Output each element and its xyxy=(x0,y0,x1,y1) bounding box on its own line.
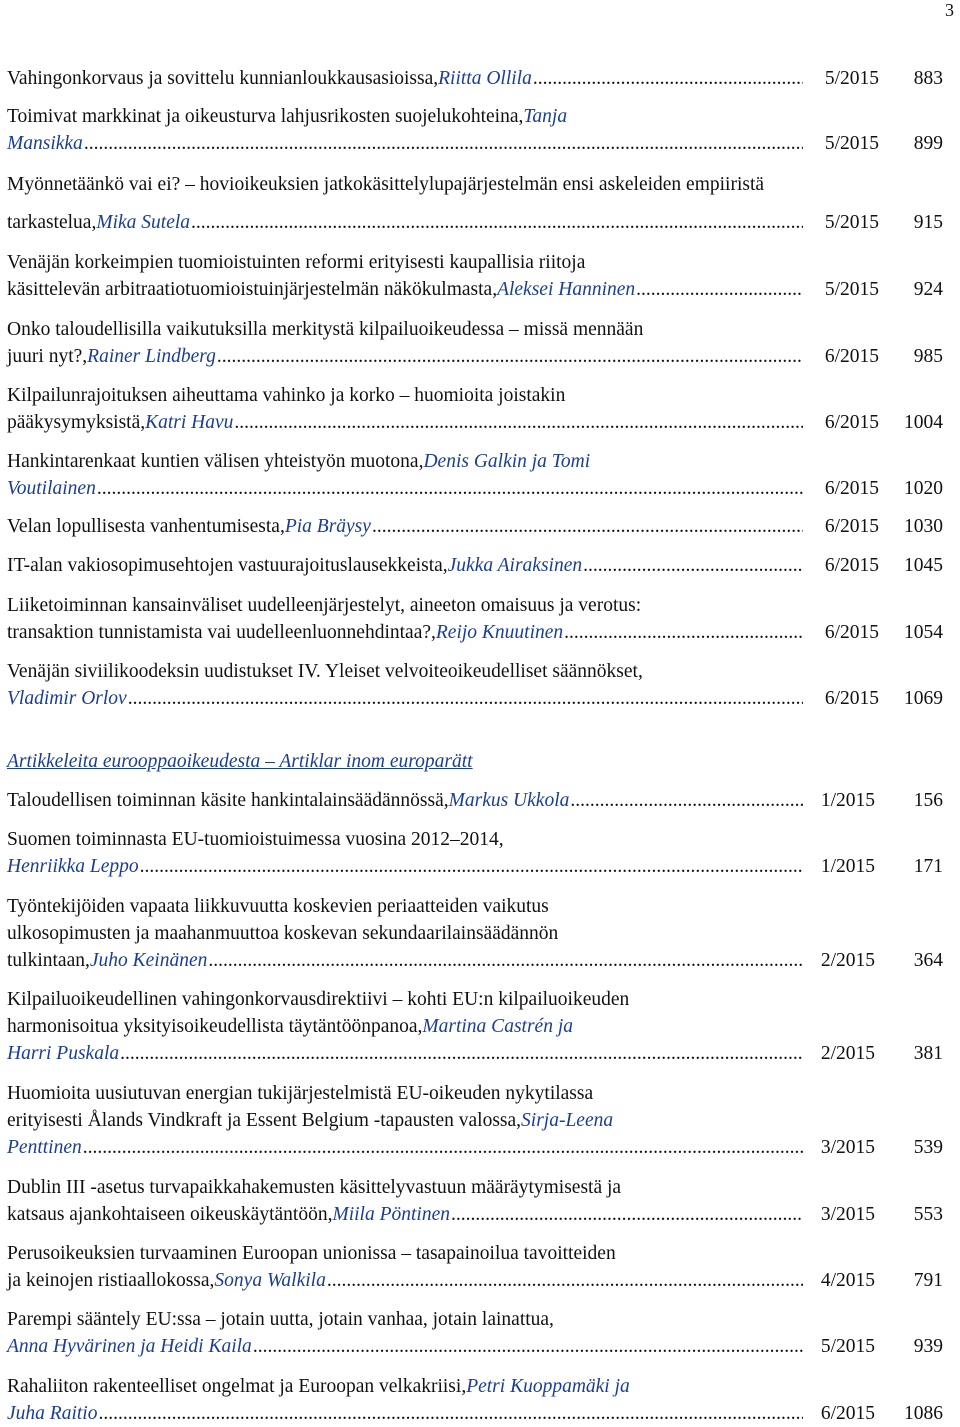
toc-entry xyxy=(7,103,943,157)
leader-dots xyxy=(140,853,803,880)
entry-author[interactable]: Harri Puskala xyxy=(7,1043,120,1064)
entry-author[interactable]: Rainer Lindberg xyxy=(87,346,216,367)
toc-entry xyxy=(7,787,943,814)
entry-issue: 5/2015 xyxy=(824,133,879,154)
entry-author[interactable]: Markus Ukkola xyxy=(448,790,570,811)
entry-issue: 2/2015 xyxy=(820,950,875,971)
entry-title: ja keinojen ristiaallokossa, xyxy=(7,1270,215,1291)
toc-entry xyxy=(7,592,943,646)
entry-issue: 5/2015 xyxy=(824,212,879,233)
leader-dots xyxy=(120,1040,803,1067)
entry-page: 364 xyxy=(913,950,943,971)
entry-page: 539 xyxy=(913,1137,943,1158)
entry-title: Liiketoiminnan kansainväliset uudelleenjärjestelyt, aineeton omaisuus ja verotus: xyxy=(7,595,642,616)
entry-author[interactable]: Aleksei Hanninen xyxy=(497,279,636,300)
entry-title: Taloudellisen toiminnan käsite hankintalainsäädännössä, xyxy=(7,790,449,811)
leader-dots xyxy=(570,787,803,814)
entry-title: katsaus ajankohtaiseen oikeuskäytäntöön, xyxy=(7,1204,333,1225)
entry-issue: 6/2015 xyxy=(824,688,879,709)
entry-issue: 3/2015 xyxy=(820,1204,875,1225)
entry-author[interactable]: Penttinen xyxy=(7,1137,82,1158)
leader-dots xyxy=(372,513,803,540)
entry-page: 553 xyxy=(913,1204,943,1225)
section-heading[interactable]: Artikkeleita eurooppaoikeudesta – Artiklar inom europarätt xyxy=(7,751,473,772)
entry-title: Perusoikeuksien turvaaminen Euroopan unionissa – tasapainoilua tavoitteiden xyxy=(7,1243,616,1264)
entry-page: 985 xyxy=(913,346,943,367)
leader-dots xyxy=(533,65,803,92)
entry-title: Hankintarenkaat kuntien välisen yhteistyön muotona, xyxy=(7,451,424,472)
entry-title: tulkintaan, xyxy=(7,950,90,971)
entry-title: Huomioita uusiutuvan energian tukijärjestelmistä EU-oikeuden nykytilassa xyxy=(7,1083,594,1104)
toc-entry xyxy=(7,1306,943,1360)
entry-title: Venäjän korkeimpien tuomioistuinten reformi erityisesti kaupallisia riitoja xyxy=(7,252,586,273)
entry-page: 939 xyxy=(913,1336,943,1357)
entry-page: 1045 xyxy=(904,555,943,576)
entry-author[interactable]: Anna Hyvärinen ja Heidi Kaila xyxy=(7,1336,252,1357)
entry-author[interactable]: Mansikka xyxy=(7,133,83,154)
entry-title: Velan lopullisesta vanhentumisesta, xyxy=(7,516,285,537)
entry-author[interactable]: Petri Kuoppamäki ja xyxy=(466,1376,630,1397)
entry-page: 915 xyxy=(913,212,943,233)
leader-dots xyxy=(83,1134,803,1161)
entry-author[interactable]: Katri Havu xyxy=(145,412,234,433)
leader-dots xyxy=(128,685,803,712)
entry-page: 883 xyxy=(913,68,943,89)
entry-title: IT-alan vakiosopimusehtojen vastuurajoituslausekkeista, xyxy=(7,555,448,576)
leader-dots xyxy=(327,1267,803,1294)
entry-author[interactable]: Reijo Knuutinen xyxy=(435,622,564,643)
leader-dots xyxy=(564,619,803,646)
entry-title: pääkysymyksistä, xyxy=(7,412,146,433)
entry-page: 156 xyxy=(913,790,943,811)
entry-author[interactable]: Juha Raitio xyxy=(7,1403,98,1424)
entry-page: 924 xyxy=(913,279,943,300)
toc-entry xyxy=(7,1373,943,1427)
entry-page: 171 xyxy=(913,856,943,877)
entry-title: Vahingonkorvaus ja sovittelu kunnianloukkausasioissa, xyxy=(7,68,439,89)
leader-dots xyxy=(97,475,803,502)
entry-page: 1086 xyxy=(904,1403,943,1424)
entry-issue: 6/2015 xyxy=(824,412,879,433)
entry-author[interactable]: Denis Galkin ja Tomi xyxy=(423,451,591,472)
entry-author[interactable]: Henriikka Leppo xyxy=(7,856,139,877)
entry-page: 1069 xyxy=(904,688,943,709)
entry-title: Myönnetäänkö vai ei? – hovioikeuksien jatkokäsittelylupajärjestelmän ensi askeleiden empiiristä xyxy=(7,174,765,195)
entry-page: 1020 xyxy=(904,478,943,499)
entry-title: Rahaliiton rakenteelliset ongelmat ja Euroopan velkakriisi, xyxy=(7,1376,467,1397)
entry-issue: 6/2015 xyxy=(820,1403,875,1424)
toc-entry xyxy=(7,382,943,436)
entry-issue: 6/2015 xyxy=(824,346,879,367)
toc-entry xyxy=(7,658,943,712)
toc-entry xyxy=(7,986,943,1067)
entry-issue: 5/2015 xyxy=(824,279,879,300)
entry-author[interactable]: Riitta Ollila xyxy=(438,68,532,89)
entry-page: 381 xyxy=(913,1043,943,1064)
entry-title: tarkastelua, xyxy=(7,212,97,233)
entry-issue: 1/2015 xyxy=(820,790,875,811)
leader-dots xyxy=(208,947,803,974)
entry-issue: 6/2015 xyxy=(824,622,879,643)
entry-page: 1030 xyxy=(904,516,943,537)
entry-title: Onko taloudellisilla vaikutuksilla merkitystä kilpailuoikeudessa – missä mennään xyxy=(7,319,644,340)
entry-page: 899 xyxy=(913,133,943,154)
leader-dots xyxy=(191,209,803,236)
leader-dots xyxy=(234,409,803,436)
toc-entry xyxy=(7,1174,943,1228)
entry-author[interactable]: Juho Keinänen xyxy=(89,950,208,971)
entry-page: 791 xyxy=(913,1270,943,1291)
entry-author[interactable]: Martina Castrén ja xyxy=(422,1016,573,1037)
leader-dots xyxy=(253,1333,803,1360)
entry-page: 1004 xyxy=(904,412,943,433)
entry-issue: 2/2015 xyxy=(820,1043,875,1064)
entry-title: käsittelevän arbitraatiotuomioistuinjärjestelmän näkökulmasta, xyxy=(7,279,498,300)
entry-issue: 3/2015 xyxy=(820,1137,875,1158)
toc-entry xyxy=(7,893,943,974)
entry-issue: 1/2015 xyxy=(820,856,875,877)
entry-title: Kilpailunrajoituksen aiheuttama vahinko ja korko – huomioita joistakin xyxy=(7,385,566,406)
leader-dots xyxy=(451,1201,803,1228)
leader-dots xyxy=(583,552,803,579)
entry-issue: 5/2015 xyxy=(820,1336,875,1357)
toc-entry xyxy=(7,552,943,579)
entry-issue: 6/2015 xyxy=(824,478,879,499)
entry-title: Parempi sääntely EU:ssa – jotain uutta, jotain vanhaa, jotain lainattua, xyxy=(7,1309,554,1330)
entry-title: transaktion tunnistamista vai uudelleenluonnehdintaa?, xyxy=(7,622,436,643)
entry-author[interactable]: Jukka Airaksinen xyxy=(447,555,583,576)
entry-author[interactable]: Mika Sutela xyxy=(96,212,191,233)
entry-author[interactable]: Pia Bräysy xyxy=(284,516,371,537)
toc-entry xyxy=(7,171,943,236)
leader-dots xyxy=(217,343,803,370)
leader-dots xyxy=(636,276,803,303)
entry-issue: 4/2015 xyxy=(820,1270,875,1291)
entry-title: harmonisoitua yksityisoikeudellista täytäntöönpanoa, xyxy=(7,1016,423,1037)
entry-title: Suomen toiminnasta EU-tuomioistuimessa vuosina 2012–2014, xyxy=(7,829,504,850)
entry-issue: 5/2015 xyxy=(824,68,879,89)
toc-entry xyxy=(7,448,943,502)
entry-title: Venäjän siviilikoodeksin uudistukset IV. Yleiset velvoiteoikeudelliset säännökset, xyxy=(7,661,643,682)
toc-entry xyxy=(7,316,943,370)
entry-author[interactable]: Vladimir Orlov xyxy=(7,688,127,709)
toc-entry xyxy=(7,1080,943,1161)
toc-entry xyxy=(7,65,943,92)
entry-title: Kilpailuoikeudellinen vahingonkorvausdirektiivi – kohti EU:n kilpailuoikeuden xyxy=(7,989,630,1010)
entry-issue: 6/2015 xyxy=(824,555,879,576)
toc-entry xyxy=(7,249,943,303)
entry-author[interactable]: Sirja-Leena xyxy=(521,1110,614,1131)
entry-author[interactable]: Voutilainen xyxy=(7,478,96,499)
entry-page: 1054 xyxy=(904,622,943,643)
entry-author[interactable]: Miila Pöntinen xyxy=(332,1204,450,1225)
entry-author[interactable]: Tanja xyxy=(523,106,568,127)
entry-title: erityisesti Ålands Vindkraft ja Essent Belgium -tapausten valossa, xyxy=(7,1110,522,1131)
entry-title: Työntekijöiden vapaata liikkuvuutta koskevien periaatteiden vaikutus xyxy=(7,896,549,917)
toc-entry xyxy=(7,513,943,540)
toc-entry xyxy=(7,1240,943,1294)
entry-title: Dublin III -asetus turvapaikkahakemusten käsittelyvastuun määräytymisestä ja xyxy=(7,1177,622,1198)
leader-dots xyxy=(98,1400,803,1427)
leader-dots xyxy=(84,130,803,157)
toc-entry xyxy=(7,826,943,880)
entry-title: juuri nyt?, xyxy=(7,346,88,367)
page-number: 3 xyxy=(945,0,954,20)
entry-issue: 6/2015 xyxy=(824,516,879,537)
entry-title: Toimivat markkinat ja oikeusturva lahjusrikosten suojelukohteina, xyxy=(7,106,524,127)
entry-author[interactable]: Sonya Walkila xyxy=(214,1270,326,1291)
entry-title: ulkosopimusten ja maahanmuuttoa koskevan sekundaarilainsäädännön xyxy=(7,923,559,944)
